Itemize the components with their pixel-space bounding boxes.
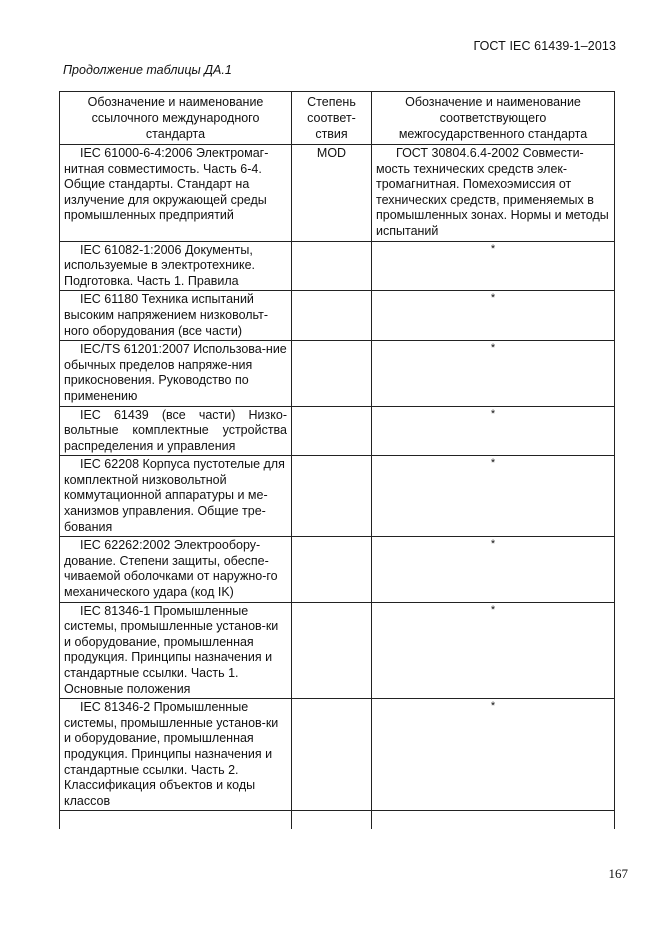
header-interstate-standard: Обозначение и наименование соответствующего межгосударственного стандарта (372, 92, 615, 145)
interstate-standard-cell: * (372, 241, 615, 291)
document-code: ГОСТ IEC 61439-1–2013 (473, 39, 616, 53)
table-row (60, 241, 615, 291)
header-degree-of-correspondence: Степень соответ-ствия (292, 92, 372, 145)
empty-cell (292, 811, 372, 830)
table-header-row (60, 92, 615, 145)
table-row (60, 341, 615, 406)
interstate-standard-cell: * (372, 406, 615, 456)
degree-cell: MOD (292, 145, 372, 242)
international-standard-cell: IEC 61439 (все части) Низко-вольтные комплектные устройства распределения и управления (60, 406, 292, 456)
international-standard-cell: IEC 61000-6-4:2006 Электромаг-нитная совместимость. Часть 6-4. Общие стандарты. Стандарт на излучение для окружающей среды промышленных предприятий (60, 145, 292, 242)
page-number: 167 (608, 866, 628, 881)
degree-cell (292, 406, 372, 456)
table-row (60, 145, 615, 242)
interstate-standard-cell: * (372, 291, 615, 341)
table-continuation-caption: Продолжение таблицы ДА.1 (63, 63, 232, 77)
international-standard-cell: IEC 61180 Техника испытаний высоким напряжением низковольт-ного оборудования (все части) (60, 291, 292, 341)
interstate-standard-cell: * (372, 602, 615, 699)
reference-standards-table (59, 91, 615, 829)
degree-cell (292, 241, 372, 291)
table-row (60, 456, 615, 537)
degree-cell (292, 456, 372, 537)
table-row (60, 699, 615, 811)
international-standard-cell: IEC/TS 61201:2007 Использова-ние обычных пределов напряже-ния прикосновения. Руководство по применению (60, 341, 292, 406)
empty-cell (372, 811, 615, 830)
interstate-standard-cell: * (372, 341, 615, 406)
international-standard-cell: IEC 62208 Корпуса пустотелые для комплектной низковольтной коммутационной аппаратуры и ме-ханизмов управления. Общие тре-бования (60, 456, 292, 537)
degree-cell (292, 602, 372, 699)
interstate-standard-cell: * (372, 537, 615, 602)
interstate-standard-cell: ГОСТ 30804.6.4-2002 Совмести-мость технических средств элек-тромагнитная. Помехоэмиссия от технических средств, применяемых в промышленных зонах. Нормы и методы испытаний (372, 145, 615, 242)
international-standard-cell: IEC 81346-1 Промышленные системы, промышленные установ-ки и оборудование, промышленная продукция. Принципы назначения и стандартные ссылки. Часть 1. Основные положения (60, 602, 292, 699)
degree-cell (292, 699, 372, 811)
table-row (60, 291, 615, 341)
table-row (60, 602, 615, 699)
degree-cell (292, 341, 372, 406)
international-standard-cell: IEC 61082-1:2006 Документы, используемые в электротехнике. Подготовка. Часть 1. Правила (60, 241, 292, 291)
interstate-standard-cell: * (372, 699, 615, 811)
interstate-standard-cell: * (372, 456, 615, 537)
header-international-standard: Обозначение и наименование ссылочного международного стандарта (60, 92, 292, 145)
empty-continuation-row (60, 811, 615, 830)
international-standard-cell: IEC 62262:2002 Электрообору-дование. Степени защиты, обеспе-чиваемой оболочками от наружно-го механического удара (код IK) (60, 537, 292, 602)
degree-cell (292, 291, 372, 341)
empty-cell (60, 811, 292, 830)
degree-cell (292, 537, 372, 602)
international-standard-cell: IEC 81346-2 Промышленные системы, промышленные установ-ки и оборудование, промышленная продукция. Принципы назначения и стандартные ссылки. Часть 2. Классификация объектов и коды классов (60, 699, 292, 811)
table-row (60, 406, 615, 456)
table-row (60, 537, 615, 602)
